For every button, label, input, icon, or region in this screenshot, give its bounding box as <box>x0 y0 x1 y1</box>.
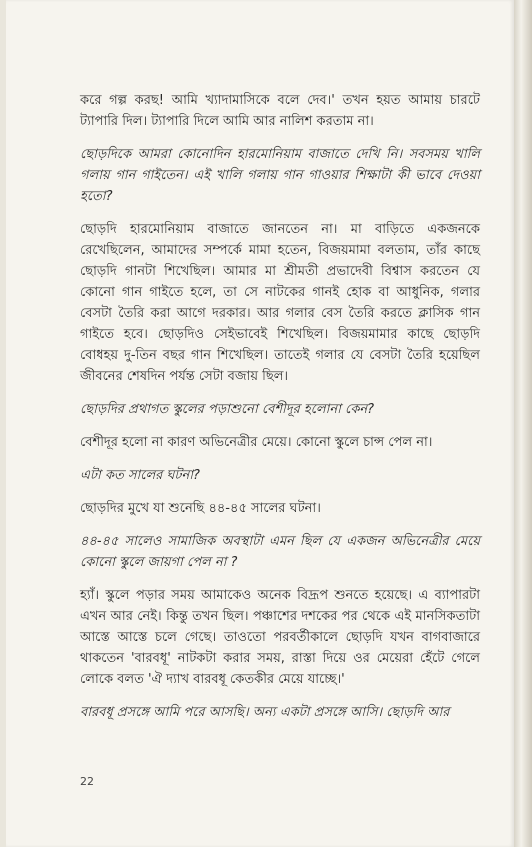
page-number: 22 <box>80 775 94 788</box>
question-paragraph: বারবধূ প্রসঙ্গে আমি পরে আসছি। অন্য একটা প্রসঙ্গে আসি। ছোড়দি আর <box>80 705 450 720</box>
question-paragraph: এটা কত সালের ঘটনা? <box>80 468 200 483</box>
answer-paragraph: বেশীদূর হলো না কারণ অভিনেত্রীর মেয়ে। কোনো স্কুলে চান্স পেল না। <box>80 435 433 450</box>
page-body <box>80 90 480 735</box>
answer-paragraph: ছোড়দির মুখে যা শুনেছি ৪৪-৪৫ সালের ঘটনা। <box>80 501 321 516</box>
answer-paragraph: ছোড়দি হারমোনিয়াম বাজাতে জানতেন না। মা বাড়িতে একজনকে রেখেছিলেন, আমাদের সম্পর্কে মামা হতেন, বিজয়মামা বলতাম, তাঁর কাছে ছোড়দি গানটা শিখেছিল। আমার মা শ্রীমতী প্রভাদেবী বিশ্বাস করতেন যে কোনো গান গাইতে হলে, তা সে নাটকের গানই হোক বা আধুনিক, গলার বেসটা তৈরি করা আগে দরকার। আর গলার বেস তৈরি করতে ক্লাসিক গান গাইতে হবে। ছোড়দিও সেইভাবেই শিখেছিল। বিজয়মামার কাছে ছোড়দি বোধহয় দু-তিন বছর গান শিখেছিল। তাতেই গলার যে বেসটা তৈরি হয়েছিল জীবনের শেষদিন পর্যন্ত সেটা বজায় ছিল। <box>80 222 480 384</box>
answer-paragraph: করে গল্প করছ! আমি খ্যাদামাসিকে বলে দেব।' তখন হয়ত আমায় চারটে ট্যাপারি দিল। ট্যাপারি দিলে আমি আর নালিশ করতাম না। <box>80 93 480 129</box>
question-paragraph: ৪৪-৪৫ সালেও সামাজিক অবস্থাটা এমন ছিল যে একজন অভিনেত্রীর মেয়ে কোনো স্কুলে জায়গা পেল না ? <box>80 534 480 570</box>
question-paragraph: ছোড়দির প্রথাগত স্কুলের পড়াশুনো বেশীদূর হলোনা কেন? <box>80 402 375 417</box>
question-paragraph: ছোড়দিকে আমরা কোনোদিন হারমোনিয়াম বাজাতে দেখি নি। সবসময় খালি গলায় গান গাইতেন। এই খালি গলায় গান গাওয়ার শিক্ষাটা কী ভাবে দেওয়া হতো? <box>80 147 480 204</box>
answer-paragraph: হ্যাঁ। স্কুলে পড়ার সময় আমাকেও অনেক বিদ্রূপ শুনতে হয়েছে। এ ব্যাপারটা এখন আর নেই। কিন্তু তখন ছিল। পঞ্চাশের দশকের পর থেকে এই মানসিকতাটা আস্তে আস্তে চলে গেছে। তাওতো পরবর্তীকালে ছোড়দি যখন বাগবাজারে থাকতেন 'বারবধূ' নাটকটা করার সময়, রাস্তা দিয়ে ওর মেয়েরা হেঁটে গেলে লোকে বলত 'ঐ দ্যাখ বারবধূ কেতকীর মেয়ে যাচ্ছে।' <box>80 588 480 687</box>
page-edge <box>514 0 532 847</box>
book-page <box>6 0 514 847</box>
